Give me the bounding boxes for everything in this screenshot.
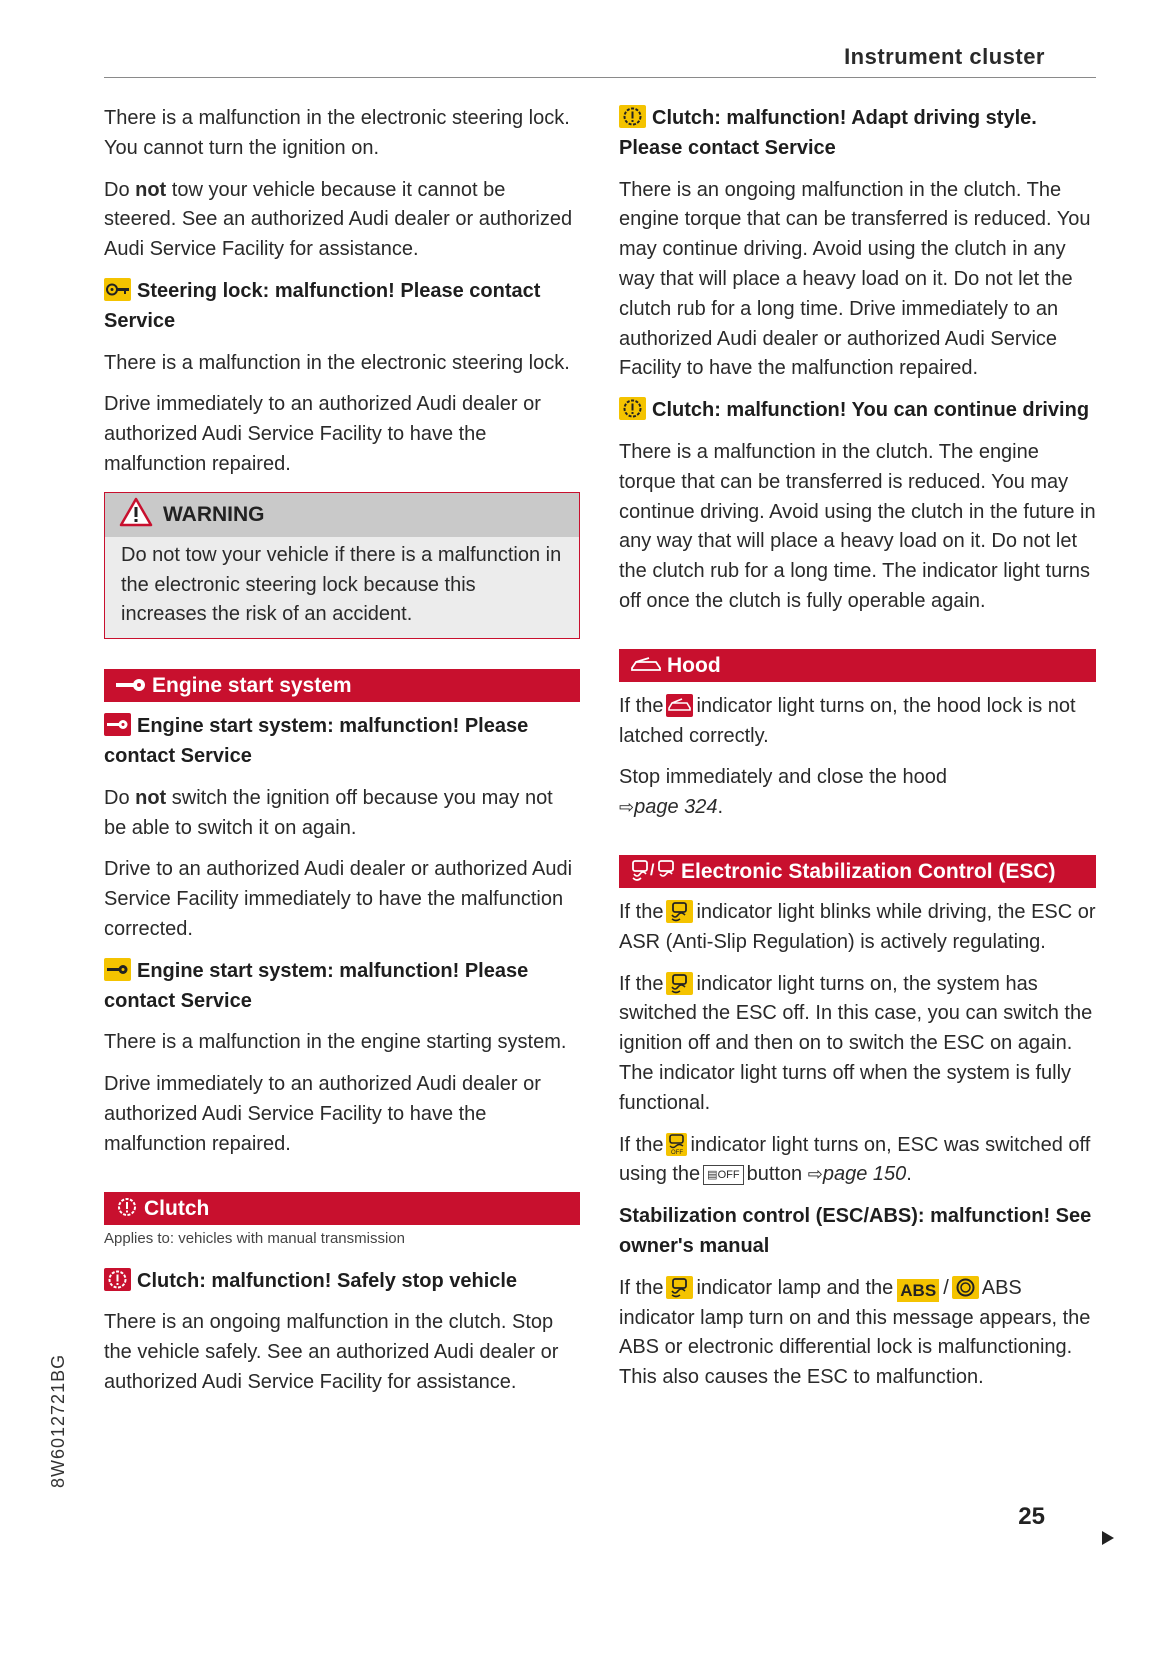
key-icon bbox=[114, 676, 148, 694]
emphasis: not bbox=[135, 786, 167, 809]
header-divider bbox=[104, 77, 1096, 78]
esc-icon bbox=[629, 857, 679, 883]
paragraph: If the indicator lamp and the ABS / ABS indicator lamp turn on and this message appears, the ABS or electronic differential lock is malfunctioning. This also causes the ESC to malfunction. bbox=[619, 1276, 1091, 1389]
paragraph: There is a malfunction in the electronic steering lock. You cannot turn the ignition on. bbox=[104, 107, 570, 159]
clutch-heading-yellow-2: Clutch: malfunction! You can continue driving bbox=[619, 396, 1096, 426]
right-column bbox=[619, 104, 1096, 1405]
warning-text: Do not tow your vehicle if there is a malfunction in the electronic steering lock because this increases the risk of an accident. bbox=[121, 543, 562, 626]
warning-header: WARNING bbox=[105, 493, 579, 537]
esc-off-button-icon: ▤OFF bbox=[703, 1165, 743, 1185]
engine-start-heading-yellow: Engine start system: malfunction! Please contact Service bbox=[104, 959, 529, 1012]
paragraph: If the OFF indicator light turns on, ESC was switched off using the ▤OFF button ⇨page 150. bbox=[619, 1133, 1091, 1186]
paragraph: There is a malfunction in the electronic steering lock. bbox=[104, 351, 570, 374]
section-bar-esc: / Electronic Stabilization Control (ESC) bbox=[619, 855, 1096, 888]
warning-box bbox=[104, 492, 580, 639]
emphasis: not bbox=[135, 178, 167, 201]
paragraph: If the indicator light turns on, the system has switched the ESC off. In this case, you can switch the ignition off and then on to switch the ESC on again. The indicator light turns off when the system is fully functional. bbox=[619, 972, 1093, 1114]
abs-circle-icon bbox=[952, 1276, 979, 1299]
stabilization-heading: Stabilization control (ESC/ABS): malfunction! See owner's manual bbox=[619, 1205, 1092, 1257]
paragraph: There is a malfunction in the clutch. The engine torque that can be transferred is reduced. You may continue driving. Avoid using the clutch in the future in any way that will place a heavy load on it. Do not let the clutch rub for a long time. The indicator light turns off once the clutch is fully operable again. bbox=[619, 440, 1096, 612]
car-hood-icon bbox=[666, 694, 693, 717]
esc-icon bbox=[666, 900, 693, 923]
clutch-icon bbox=[619, 397, 646, 420]
paragraph: Drive to an authorized Audi dealer or authorized Audi Service Facility immediately to have the malfunction corrected. bbox=[104, 858, 573, 940]
paragraph: Do not switch the ignition off because you may not be able to switch it on again. bbox=[104, 786, 553, 839]
warning-triangle-icon bbox=[119, 497, 153, 527]
applies-to-note: Applies to: vehicles with manual transmission bbox=[104, 1229, 405, 1247]
paragraph: Drive immediately to an authorized Audi dealer or authorized Audi Service Facility to have the malfunction repaired. bbox=[104, 393, 541, 475]
paragraph: There is an ongoing malfunction in the clutch. The engine torque that can be transferred is reduced. You may continue driving. Avoid using the clutch in any way that will place a heavy load on it. Do not let the clutch rub for a long time. Drive immediately to an authorized Audi dealer or authorized Audi Service Facility to have the malfunction repaired. bbox=[619, 178, 1091, 380]
page-reference-link[interactable]: page 150 bbox=[822, 1163, 907, 1186]
esc-icon bbox=[666, 1276, 693, 1299]
clutch-heading-red: Clutch: malfunction! Safely stop vehicle bbox=[104, 1267, 580, 1297]
svg-text:OFF: OFF bbox=[671, 1149, 684, 1156]
paragraph: If the indicator light turns on, the hood lock is not latched correctly. bbox=[619, 694, 1076, 747]
section-bar-engine-start: Engine start system bbox=[104, 669, 580, 702]
car-hood-icon bbox=[629, 656, 663, 674]
engine-start-heading-red: Engine start system: malfunction! Please contact Service bbox=[104, 715, 529, 767]
paragraph: There is a malfunction in the engine starting system. bbox=[104, 1031, 567, 1054]
esc-icon bbox=[666, 972, 693, 995]
paragraph: Drive immediately to an authorized Audi dealer or authorized Audi Service Facility to have the malfunction repaired. bbox=[104, 1073, 541, 1155]
paragraph: If the indicator light blinks while driving, the ESC or ASR (Anti-Slip Regulation) is actively regulating. bbox=[619, 900, 1096, 953]
steering-lock-icon bbox=[104, 278, 131, 301]
clutch-heading-yellow-1: Clutch: malfunction! Adapt driving style. Please contact Service bbox=[619, 107, 1037, 159]
key-icon bbox=[104, 958, 131, 981]
arrow-icon: ⇨ bbox=[807, 1164, 823, 1185]
page-number: 25 bbox=[1018, 1503, 1045, 1530]
document-code: 8W6012721BG bbox=[48, 1353, 68, 1488]
esc-icon: ▤ bbox=[707, 1169, 718, 1182]
abs-icon: ABS bbox=[897, 1279, 939, 1302]
section-bar-clutch: Clutch bbox=[104, 1192, 580, 1225]
continue-arrow-icon bbox=[1100, 1530, 1116, 1546]
clutch-icon bbox=[114, 1196, 140, 1218]
paragraph: Do not tow your vehicle because it cannot be steered. See an authorized Audi dealer or authorized Audi Service Facility for assistance. bbox=[104, 178, 573, 261]
esc-off-icon bbox=[666, 1133, 687, 1156]
paragraph: There is an ongoing malfunction in the clutch. Stop the vehicle safely. See an authorized Audi dealer or authorized Audi Service Facility for assistance. bbox=[104, 1311, 559, 1393]
svg-text:/: / bbox=[650, 861, 655, 879]
page-header-title: Instrument cluster bbox=[844, 44, 1045, 69]
arrow-icon: ⇨ bbox=[619, 797, 635, 818]
section-bar-hood: Hood bbox=[619, 649, 1096, 682]
clutch-icon bbox=[104, 1268, 131, 1291]
paragraph: Stop immediately and close the hood ⇨page 324. bbox=[619, 766, 947, 819]
steering-lock-heading: Steering lock: malfunction! Please contact Service bbox=[104, 279, 541, 332]
page-reference-link[interactable]: page 324 bbox=[634, 796, 718, 819]
clutch-icon bbox=[619, 105, 646, 128]
left-column bbox=[104, 104, 580, 1410]
key-icon bbox=[104, 713, 131, 736]
